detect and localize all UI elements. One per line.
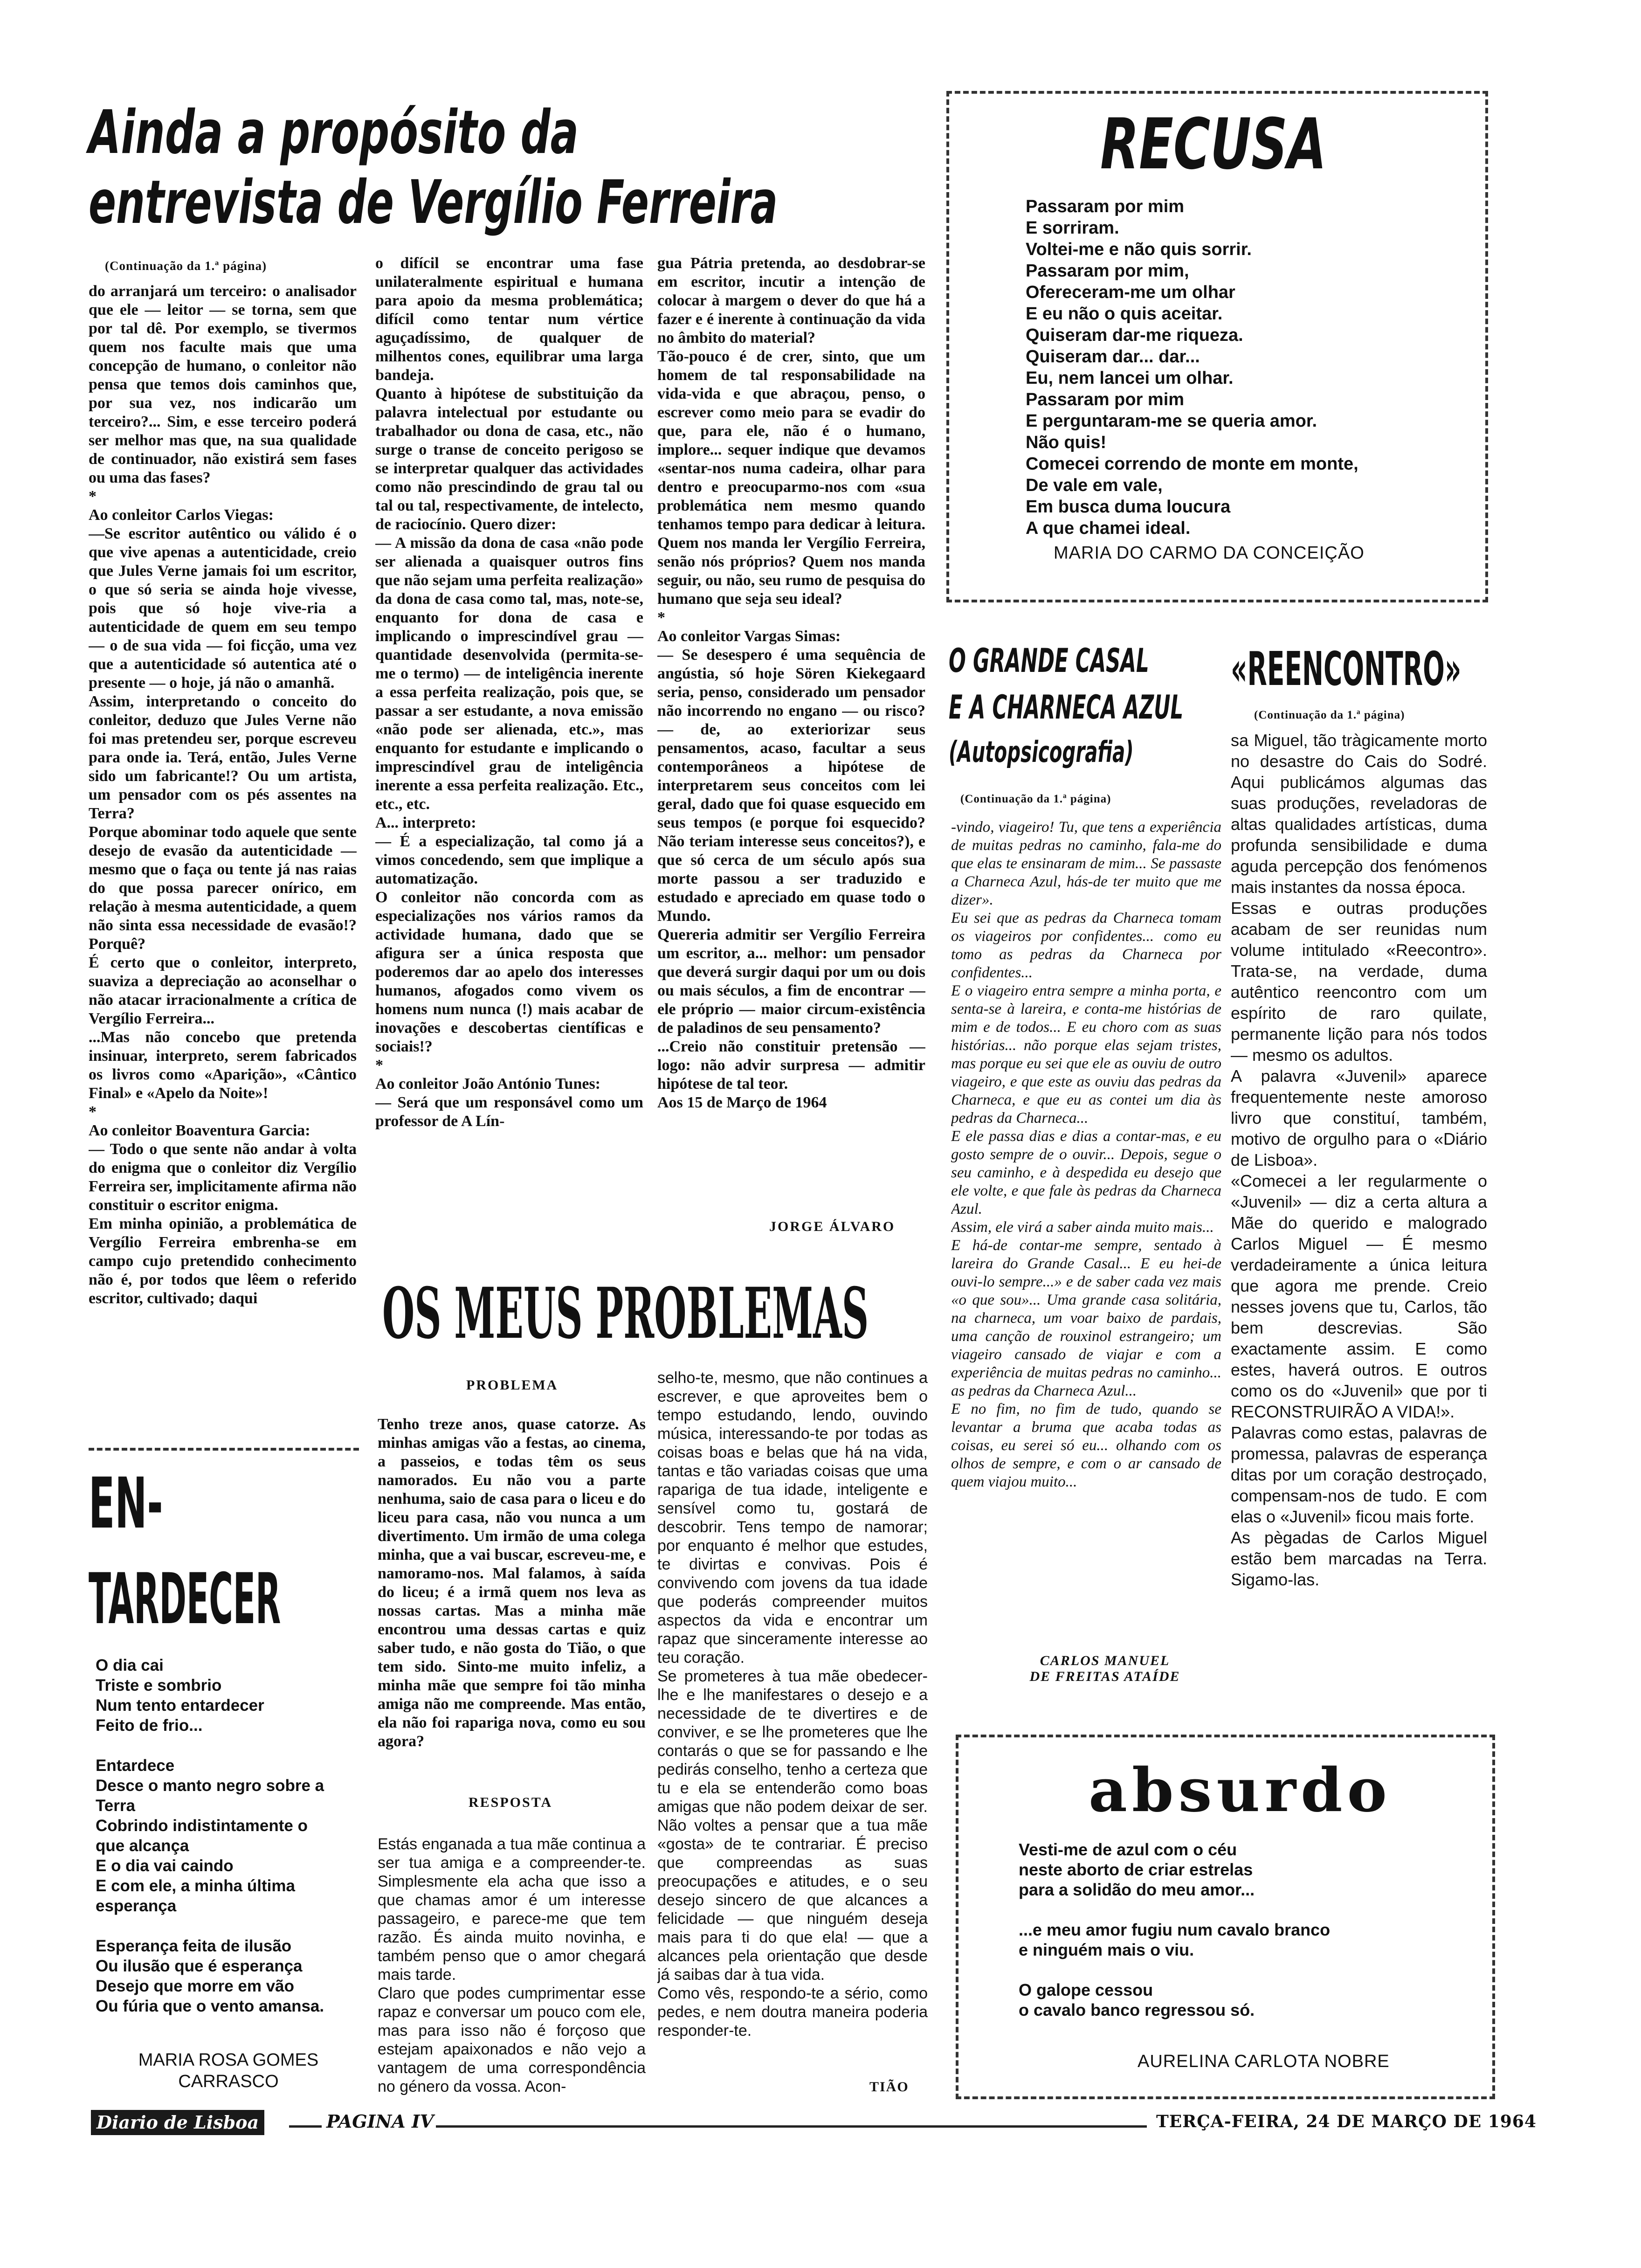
footer-page-number: PAGINA IV [326, 2111, 434, 2132]
footer-rule-left [289, 2125, 322, 2128]
footer-date: TERÇA-FEIRA, 24 DE MARÇO DE 1964 [1156, 2112, 1537, 2131]
main-article-signature: JORGE ÁLVARO [769, 1219, 896, 1234]
main-continuation: (Continuação da 1.ª página) [105, 259, 267, 273]
casal-text: -vindo, viageiro! Tu, que tens a experiência de muitas pedras no caminho, fala-me do que elas te ensinaram de mim... Se passaste a Charneca Azul, hás-de ter muito que me dizer». Eu sei que as pedras da Charneca tomam os viageiros por confidentes... como eu tomo as pedras da Charneca por confidentes... E o viageiro entra sempre a minha porta, e senta-se à lareira, e conta-me histórias de mim e de todos... E eu choro com as suas histórias... não porque elas sejam tristes, mas porque eu sei que ele as ouviu de outro viageiro, e que este as ouviu das pedras da Charneca, e que eu as contei um dia às pedras da Charneca... E ele passa dias e dias a contar-mas, e eu gosto sempre de o ouvir... Depois, segue o seu caminho, e à despedida eu desejo que ele volte, e que fale às pedras da Charneca Azul. Assim, ele virá a saber ainda muito mais... E há-de contar-me sempre, sentado à lareira do Grande Casal... E eu hei-de ouvi-lo sempre...» e de saber cada vez mais «o que sou»... Uma grande casa solitária, na charneca, um voar baixo de pardais, uma canção de rouxinol estrangeiro; um viageiro cansado de viajar e com a experiência de muitas pedras no caminho... as pedras da Charneca Azul... E no fim, no fim de tudo, quando se levantar a bruma que acaba todas as coisas, eu serei só eu... olhando com os olhos de sempre, e com o ar cansado de quem viajou muito... [951, 819, 1221, 1490]
problemas-answer-text1: Estás enganada a tua mãe continua a ser tua amiga e a compreender-te. Simplesmente ela acha que isso a que chamas amor é um interesse passageiro, e parece-me que tem razão. És ainda muito novinha, e também penso que o amor chegará mais tarde. Claro que podes cumprimentar esse rapaz e conversar um pouco com ele, mas para isso não é forçoso que estejam apaixonados e não vejo a vantagem de uma correspondência no género da vossa. Acon- [378, 1835, 646, 2095]
main-headline-line2: entrevista de Vergílio Ferreira [89, 168, 778, 237]
recusa-poem: Passaram por mim E sorriram. Voltei-me e não quis sorrir. Passaram por mim, Ofereceram-me um olhar E eu não o quis aceitar. Quiseram dar-me riqueza. Quiseram dar... dar... Eu, nem lancei um olhar. Passaram por mim E perguntaram-me se queria amor. Não quis! Comecei correndo de monte em monte, De vale em vale, Em busca duma loucura A que chamei ideal. [1026, 197, 1358, 538]
reencontro-text: sa Miguel, tão tràgicamente morto no desastre do Cais do Sodré. Aqui publicámos algumas das suas produções, reveladoras de altas qualidades artísticas, duma profunda sensibilidade e duma aguda percepção dos fenómenos mais instantes da nossa época. Essas e outras produções acabam de ser reunidas num volume intitulado «Reecontro». Trata-se, na verdade, duma autêntico reencontro com um espírito de raro quilate, permanente lição para nós todos — mesmo os adultos. A palavra «Juvenil» aparece frequentemente neste amoroso livro que constituí, também, motivo de orgulho para o «Diário de Lisboa». «Comecei a ler regularmente o «Juvenil» — diz a certa altura a Mãe do querido e malogrado Carlos Miguel — É mesmo verdadeiramente a única leitura que agora me prende. Creio nesses jovens que tu, Carlos, tão bem descrevias. São exactamente assim. E como estes, haverá outros. E outros como os do «Juvenil» que por ti RECONSTRUIRÃO A VIDA!». Palavras como estas, palavras de promessa, palavras de esperança ditas por um coração destroçado, compensam-nos de tudo. E com elas o «Juvenil» ficou mais forte. As pègadas de Carlos Miguel estão bem marcadas na Terra. Sigamo-las. [1231, 731, 1487, 1589]
absurdo-poem: Vesti-me de azul com o céu neste aborto de criar estrelas para a solidão do meu amor... ...e meu amor fugiu num cavalo branco e ninguém mais o viu. O galope cessou o cavalo banco regressou só. [1019, 1840, 1331, 2019]
casal-signature-line2: DE FREITAS ATAÍDE [1029, 1669, 1180, 1684]
reencontro-continuation: (Continuação da 1.ª página) [1254, 709, 1405, 721]
problemas-answer-text2: selho-te, mesmo, que não continues a escrever, e que aproveites bem o tempo estudando, lendo, ouvindo música, interessando-te por todas as coisas boas e belas que há na vida, tantas e tão variadas coisas que uma rapariga de tua idade, inteligente e sensível como tu, gostará de descobrir. Tens tempo de namorar; por enquanto é melhor que estudes, te divirtas e convivas. Pois é convivendo com jovens da tua idade que poderás compreender muitos aspectos da vida e encontrar um rapaz que sinceramente interesse ao teu coração. Se prometeres à tua mãe obedecer-lhe e lhe manifestares o desejo e a necessidade de te divertires e de conviver, e se lhe prometeres que lhe contarás o que se for passando e lhe pedirás conselho, tenho a certeza que tu e ela se entenderão como boas amigas que não podem deixar de ser. Não voltes a pensar que a tua mãe «gosta» de te contrariar. É preciso que compreendas as suas preocupações e atitudes, e o seu desejo sincero de que alcances a felicidade — que ninguém deseja mais para ti do que ela! — que a alcances pela orientação que desde já saibas dar à tua vida. Como vês, respondo-te a sério, como pedes, e nem doutra maneira poderia responder-te. [657, 1369, 928, 2040]
absurdo-title: absurdo [1089, 1756, 1392, 1825]
entardecer-author [103, 2049, 354, 2092]
casal-signature-line1: CARLOS MANUEL [1040, 1653, 1170, 1668]
problemas-problem-heading: PROBLEMA [466, 1377, 558, 1393]
casal-signature [1016, 1653, 1193, 1685]
reencontro-title: «REENCONTRO» [1231, 642, 1462, 696]
main-headline [89, 98, 928, 238]
main-article-column-3: gua Pátria pretenda, ao desdobrar-se em escritor, incutir a intenção de colocar à margem o dever do que há a fazer e é inerente à continuação da vida no âmbito do material? Tão-pouco é de crer, sinto, que um homem de tal responsabilidade na vida-vida e que abraçou, penso, o escrever como meio para se evadir do que, para ele, não é o humano, implore... sequer indique que devamos «sentar-nos numa cadeira, olhar para dentro e preocuparmo-nos com «sua problemática nem mesmo quando tenhamos tempo para dedicar à leitura. Quem nos manda ler Vergílio Ferreira, senão nós próprios? Quem nos manda seguir, ou não, seu rumo de pesquisa do humano que seja seu ideal? * Ao conleitor Vargas Simas: — Se desespero é uma sequência de angústia, só hoje Sören Kiekegaard seria, penso, considerado um pensador não incorrendo no engano — ou risco? — de, ao exteriorizar seus pensamentos, acaso, facultar a seus contemporâneos a hipótese de interpretarem seus conceitos com lei geral, dado que foi quase esquecido em seus tempos (e porque foi esquecido? Não teriam interesse seus conceitos?), e que só cerca de um século após sua morte passou a ser traduzido e estudado e apreciado em quase todo o Mundo. Quereria admitir ser Vergílio Ferreira um escritor, a... melhor: um pensador que deverá surgir daqui por um ou dois ou mais séculos, a fim de encontrar — ele próprio — maior circum-existência de paladinos de seu pensamento? ...Creio não constituir pretensão — logo: não advir surpresa — admitir hipótese de tal teor. Aos 15 de Março de 1964 [657, 255, 925, 1111]
footer-rule-center [436, 2125, 1147, 2128]
casal-title-line1: O GRANDE CASAL [949, 642, 1149, 680]
absurdo-author: AURELINA CARLOTA NOBRE [1138, 2052, 1390, 2071]
main-headline-line1: Ainda a propósito da [89, 98, 579, 167]
entardecer-author-line1: MARIA ROSA GOMES [138, 2050, 319, 2070]
entardecer-poem: O dia cai Triste e sombrio Num tento entardecer Feito de frio... Entardece Desce o manto negro sobre a Terra Cobrindo indistintamente o que alcança E o dia vai caindo E com ele, a minha última esperança Esperança feita de ilusão Ou ilusão que é esperança Desejo que morre em vão Ou fúria que o vento amansa. [96, 1656, 324, 2015]
casal-title-line2: E A CHARNECA AZUL [949, 688, 1184, 726]
entardecer-title-line2: TARDECER [89, 1559, 281, 1640]
casal-subtitle: (Autopsicografia) [949, 735, 1134, 769]
entardecer-top-rule [89, 1448, 359, 1451]
recusa-author: MARIA DO CARMO DA CONCEIÇÃO [1054, 543, 1365, 563]
footer-masthead: Diario de Lisboa [91, 2110, 264, 2135]
casal-continuation: (Continuação da 1.ª página) [960, 793, 1111, 805]
problemas-signature: TIÃO [869, 2079, 909, 2095]
entardecer-title-line1: EN- [89, 1463, 163, 1544]
main-article-column-2: o difícil se encontrar uma fase unilateralmente espiritual e humana para apoio da mesma problemática; difícil como tentar num vértice aguçadíssimo, de qualquer de milhentos cones, equilibrar uma larga bandeja. Quanto à hipótese de substituição da palavra intelectual por estudante ou trabalhador ou dona de casa, etc., não surge o transe de conceito perigoso se se interpretar qualquer das actividades como não prescindindo de grau tal ou tal ou tal, respectivamente, de intelecto, de raciocínio. Quero dizer: — A missão da dona de casa «não pode ser alienada a quaisquer outros fins que não sejam uma perfeita realização» da dona de casa como tal, mas, note-se, enquanto for dona de casa e implicando o imprescindível grau — quantidade desenvolvida (permita-se-me o termo) — de inteligência inerente a essa perfeita realização, pois que, se passar a ser estudante, a nova emissão «não pode ser alienada, etc.», mas enquanto for estudante e implicando o imprescindível grau de inteligência inerente a essa perfeita realização. Etc., etc., etc. A... interpreto: — É a especialização, tal como já a vimos concedendo, sem que implique a automatização. O conleitor não concorda com as especializações nos vários ramos da actividade humana, dado que se afigura ser a única resposta que poderemos dar ao apelo dos interesses humanos, afogados como vivem os homens num nunca (!) mais acabar de inovações e descobertas científicas e sociais!? * Ao conleitor João António Tunes: — Será que um responsável como um professor de A Lín- [375, 255, 643, 1130]
recusa-title: RECUSA [1100, 104, 1327, 185]
entardecer-author-line2: CARRASCO [178, 2072, 279, 2091]
problemas-problem-text: Tenho treze anos, quase catorze. As minhas amigas vão a festas, ao cinema, a passeios, e todas têm os seus namorados. Eu não vou a parte nenhuma, saio de casa para o liceu e do liceu para casa, não vou nunca a um divertimento. Um irmão de uma colega minha, que a vai buscar, escreveu-me, e namoramo-nos. Mal falamos, à saída do liceu; é a irmã quem nos leva as nossas cartas. Mas a minha mãe encontrou uma dessas cartas e quiz saber tudo, e não gosta do Tião, o que tem sido. Sinto-me muito infeliz, a minha mãe que sempre foi tão minha amiga não me compreende. Mas então, ela não foi rapariga nova, como eu sou agora? [378, 1416, 646, 1750]
problemas-title: OS MEUS PROBLEMAS [382, 1272, 869, 1355]
problemas-answer-heading: RESPOSTA [469, 1795, 553, 1810]
main-article-column-1: do arranjará um terceiro: o analisador que ele — leitor — se torna, sem que por tal dê. Por exemplo, se tivermos quem nos faculte mais que uma concepção de humano, o conleitor não pensa que temos dois caminhos que, por sua vez, nos indicarão um terceiro?... Sim, e esse terceiro poderá ser melhor mas que, na sua qualidade de continuador, não existirá sem fases ou uma das fases? * Ao conleitor Carlos Viegas: —Se escritor autêntico ou válido é o que vive apenas a autenticidade, creio que Jules Verne jamais foi um escritor, o que só seria se ainda hoje vivesse, pois que só hoje vive-ria a autenticidade de quem em seu tempo — o de sua vida — foi ficção, uma vez que a autenticidade só autentica até o presente — o hoje, já não o amanhã. Assim, interpretando o conceito do conleitor, deduzo que Jules Verne não foi mas pretendeu ser, porque escreveu para onde ia. Terá, então, Jules Verne sido um fabricante!? Ou um artista, um pensador com os pés assentes na Terra? Porque abominar todo aquele que sente desejo de evasão da autenticidade — mesmo que o faça ou tente já nas raias do que possa parecer onírico, em relação à mesma autenticidade, a quem não sinta essa necessidade de evasão!? Porquê? É certo que o conleitor, interpreto, suaviza a depreciação ao aconselhar o não atacar irracionalmente a crítica de Vergílio Ferreira... ...Mas não concebo que pretenda insinuar, interpreto, serem fabricados os livros como «Aparição», «Cântico Final» e «Apelo da Noite»! * Ao conleitor Boaventura Garcia: — Todo o que sente não andar à volta do enigma que o conleitor diz Vergílio Ferreira ser, implicitamente afirma não constituir o escritor enigma. Em minha opinião, a problemática de Vergílio Ferreira embrenha-se em campo cujo pretendido conhecimento não é, por todos que lêem o referido escritor, cultivado; daqui [89, 283, 357, 1307]
